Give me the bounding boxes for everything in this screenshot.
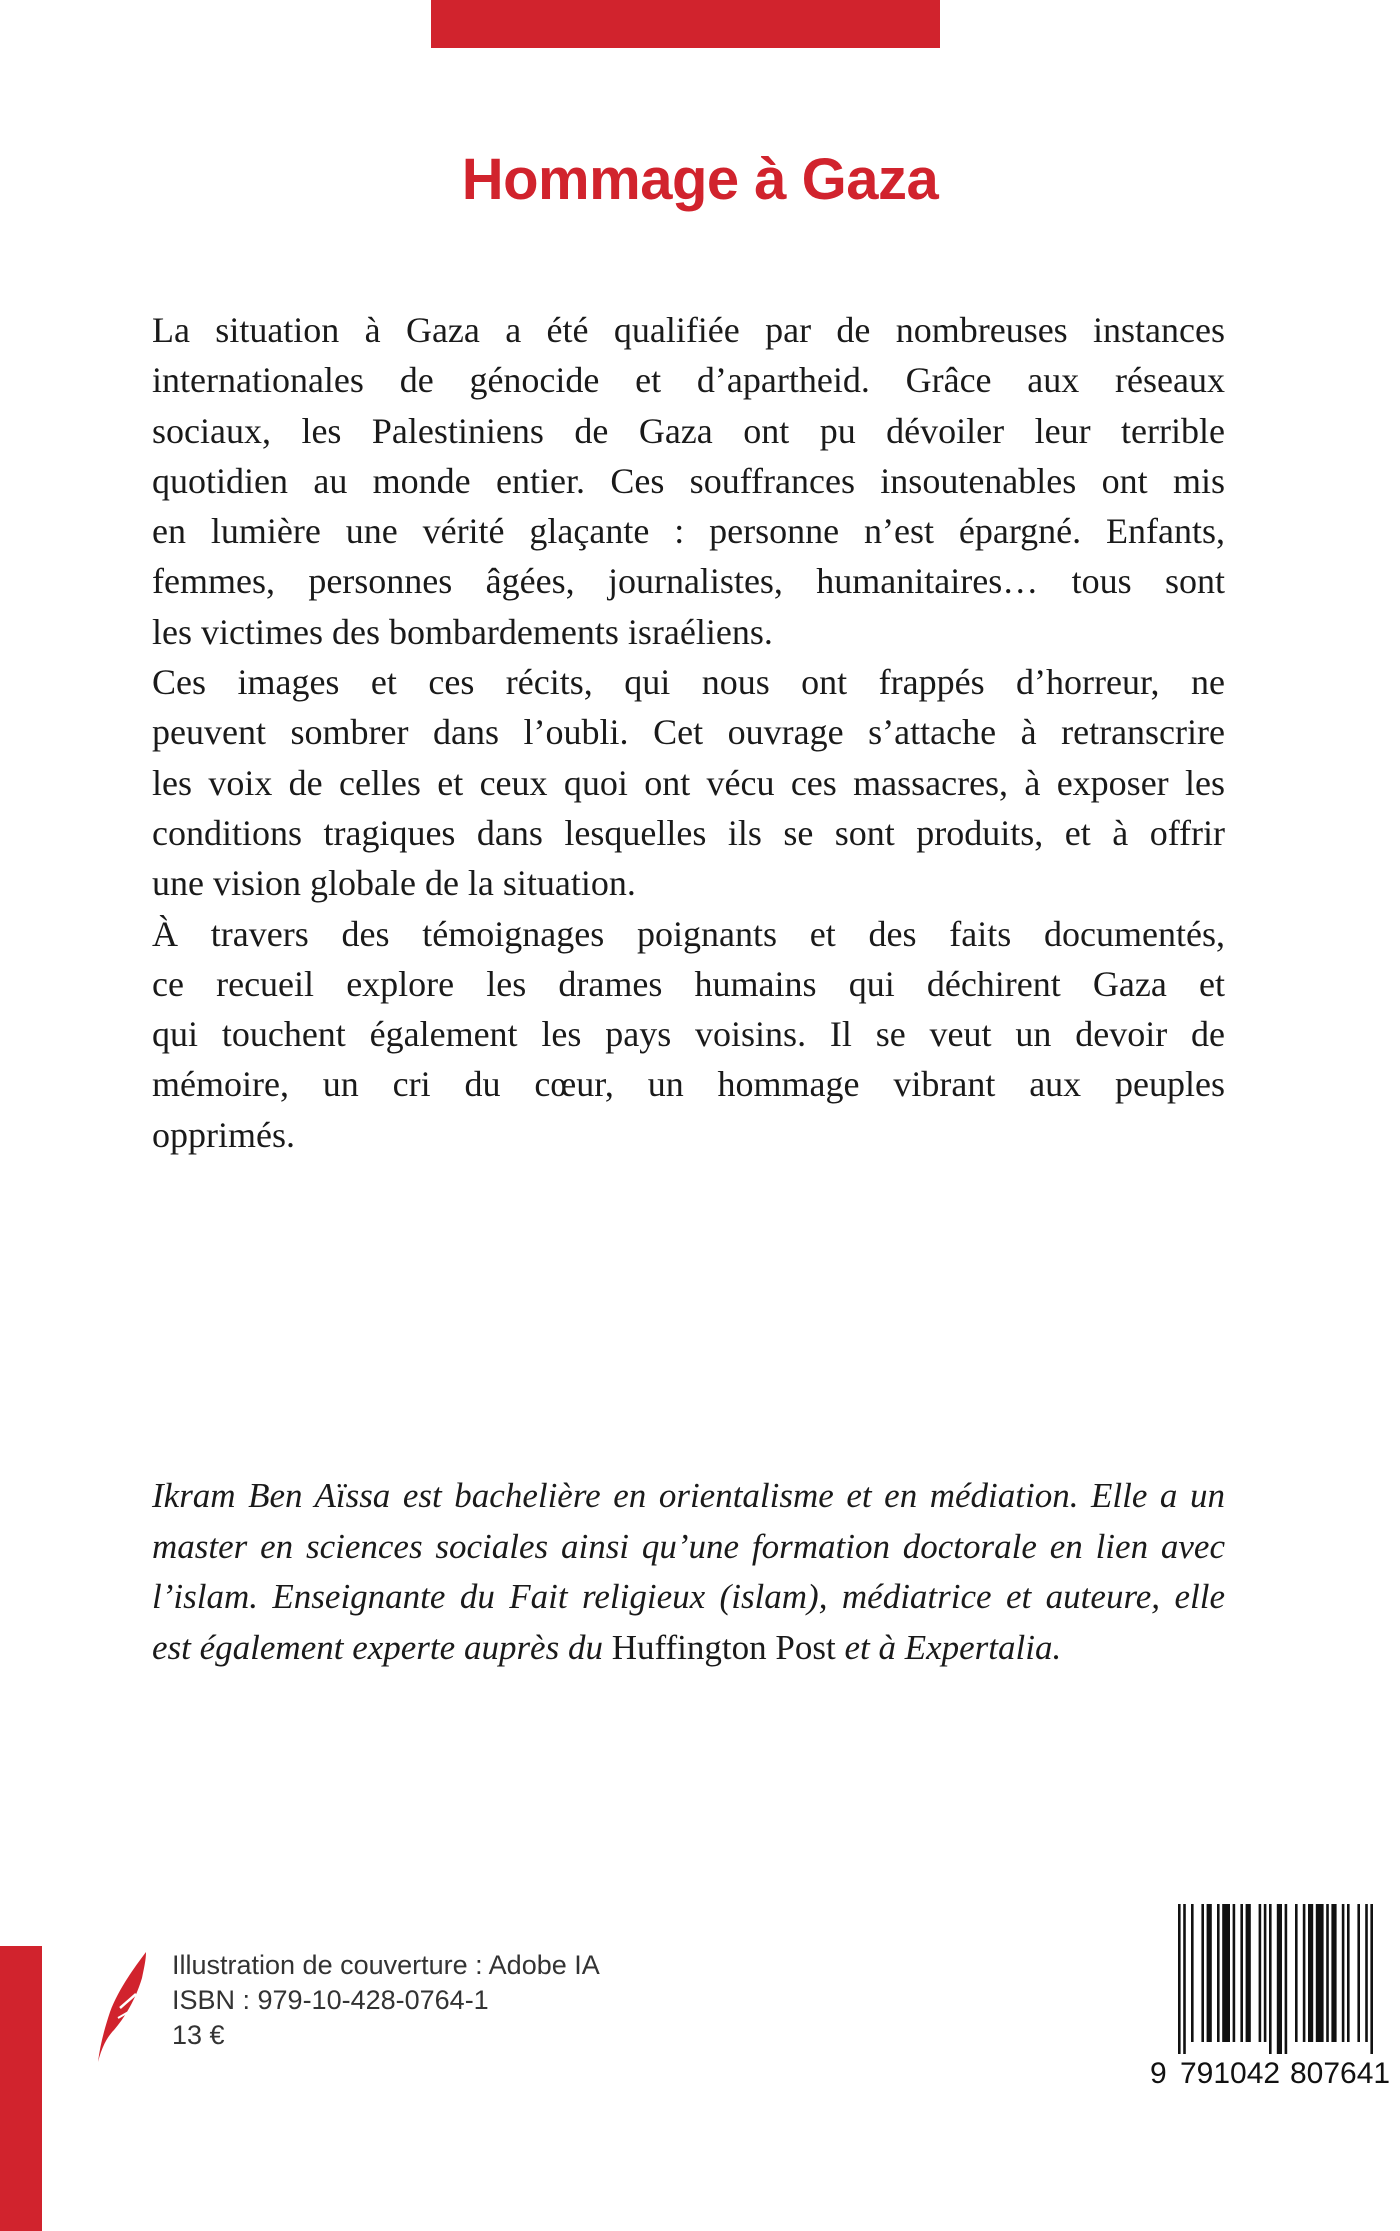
cover-illustration-credit: Illustration de couverture : Adobe IA	[172, 1950, 600, 1980]
barcode-group-2: 807641	[1290, 2057, 1391, 2090]
barcode-bar	[1347, 1904, 1350, 2042]
synopsis-line: les victimes des bombardements israéliens.	[152, 611, 773, 652]
synopsis	[152, 305, 1225, 1160]
author-bio	[152, 1471, 1225, 1673]
barcode-bar	[1217, 1904, 1220, 2042]
barcode-bar	[1264, 1904, 1267, 2042]
barcode-bar	[1233, 1904, 1236, 2042]
bio-text: et à Expertalia.	[835, 1627, 1062, 1667]
barcode-bar	[1365, 1904, 1368, 2042]
barcode-bar	[1178, 1904, 1181, 2054]
synopsis-line: internationales de génocide et d’apartheid. Grâce aux réseaux	[152, 360, 1225, 401]
synopsis-line: La situation à Gaza a été qualifiée par de nombreuses instances	[152, 310, 1225, 350]
barcode-bar	[1269, 1904, 1272, 2054]
bio-line: l’islam. Enseignante du Fait religieux (islam), médiatrice et auteure, elle	[152, 1577, 1225, 1616]
barcode-bar	[1222, 1904, 1230, 2042]
barcode-bar	[1191, 1904, 1194, 2042]
bio-line: Ikram Ben Aïssa est bachelière en orientalisme et en médiation. Elle a un	[152, 1476, 1225, 1515]
bio-text: est également experte auprès du	[152, 1627, 612, 1667]
bio-publication: Huffington Post	[611, 1627, 836, 1667]
price: 13 €	[172, 2020, 225, 2050]
barcode-bar	[1295, 1904, 1298, 2042]
barcode-bar	[1342, 1904, 1345, 2042]
barcode-bar	[1370, 1904, 1373, 2054]
bio-line: master en sciences sociales ainsi qu’une formation doctorale en lien avec	[152, 1526, 1225, 1566]
barcode-bar	[1207, 1904, 1212, 2042]
barcode-group-1: 791042	[1180, 2057, 1281, 2090]
barcode-bar	[1259, 1904, 1262, 2042]
synopsis-line: peuvent sombrer dans l’oubli. Cet ouvrage s’attache à retranscrire	[152, 712, 1225, 753]
synopsis-line: une vision globale de la situation.	[152, 863, 636, 904]
barcode-bar	[1308, 1904, 1313, 2042]
bio-line	[152, 1623, 1225, 1674]
left-red-band	[0, 1946, 42, 2231]
barcode-bar	[1303, 1904, 1306, 2042]
synopsis-line: ce recueil explore les drames humains qui déchirent Gaza et	[152, 963, 1225, 1004]
synopsis-line: Ces images et ces récits, qui nous ont frappés d’horreur, ne	[152, 662, 1225, 703]
isbn: ISBN : 979-10-428-0764-1	[172, 1985, 489, 2015]
synopsis-line: sociaux, les Palestiniens de Gaza ont pu dévoiler leur terrible	[152, 410, 1225, 451]
publication-info	[172, 1948, 600, 2053]
synopsis-line: qui touchent également les pays voisins. Il se veut un devoir de	[152, 1014, 1225, 1055]
barcode-bar	[1246, 1904, 1251, 2042]
barcode-bar	[1277, 1904, 1282, 2054]
barcode-bar	[1240, 1904, 1243, 2042]
barcode-bar	[1201, 1904, 1204, 2042]
synopsis-line: mémoire, un cri du cœur, un hommage vibrant aux peuples	[152, 1064, 1225, 1105]
barcode-bar	[1357, 1904, 1360, 2042]
barcode-bar	[1331, 1904, 1336, 2042]
barcode-bar	[1183, 1904, 1186, 2054]
synopsis-line: femmes, personnes âgées, journalistes, humanitaires… tous sont	[152, 561, 1225, 602]
synopsis-line: opprimés.	[152, 1114, 295, 1155]
synopsis-line: conditions tragiques dans lesquelles ils se sont produits, et à offrir	[152, 812, 1225, 853]
barcode-digit-first: 9	[1150, 2057, 1167, 2090]
barcode-bar	[1285, 1904, 1288, 2054]
top-red-band	[431, 0, 940, 48]
barcode-bar	[1326, 1904, 1329, 2042]
barcode-bar	[1316, 1904, 1324, 2042]
synopsis-line: les voix de celles et ceux quoi ont vécu ces massacres, à exposer les	[152, 762, 1225, 803]
synopsis-line: À travers des témoignages poignants et des faits documentés,	[152, 913, 1225, 954]
synopsis-line: quotidien au monde entier. Ces souffrances insoutenables ont mis	[152, 460, 1225, 501]
book-title: Hommage à Gaza	[461, 147, 939, 212]
feather-logo-icon	[96, 1950, 148, 2062]
barcode	[1170, 1904, 1395, 2054]
synopsis-line: en lumière une vérité glaçante : personne n’est épargné. Enfants,	[152, 511, 1225, 552]
